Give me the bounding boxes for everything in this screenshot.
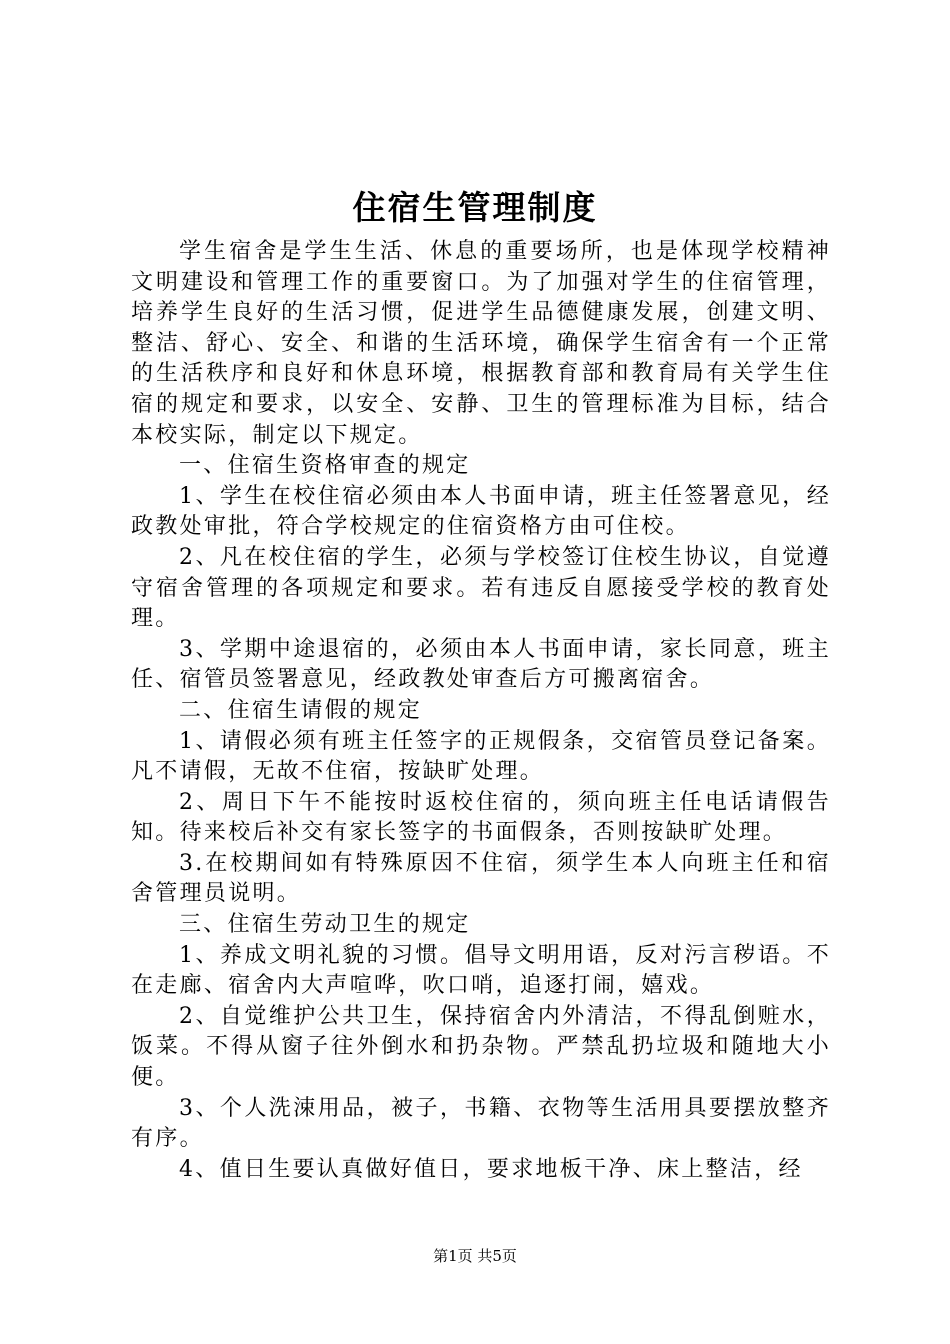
intro-paragraph: 学生宿舍是学生生活、休息的重要场所，也是体现学校精神文明建设和管理工作的重要窗口。为了加强对学生的住宿管理，培养学生良好的生活习惯，促进学生品德健康发展，创建文明、整洁、舒心、安全、和谐的生活环境，确保学生宿舍有一个正常的生活秩序和良好和休息环境，根据教育部和教育局有关学生住宿的规定和要求，以安全、安静、卫生的管理标准为目标，结合本校实际，制定以下规定。 xyxy=(131,239,831,448)
section-2-item-3: 3.在校期间如有特殊原因不住宿，须学生本人向班主任和宿舍管理员说明。 xyxy=(131,850,831,907)
document-body xyxy=(131,237,831,1185)
page-number-footer: 第1页 共5页 xyxy=(433,1247,517,1265)
section-heading-3: 三、住宿生劳动卫生的规定 xyxy=(179,912,471,938)
document-title: 住宿生管理制度 xyxy=(352,188,598,227)
section-2-item-2: 2、周日下午不能按时返校住宿的，须向班主任电话请假告知。待来校后补交有家长签字的书面假条，否则按缺旷处理。 xyxy=(131,789,831,846)
section-3-item-3: 3、个人洗涑用品，被子，书籍、衣物等生活用具要摆放整齐有序。 xyxy=(131,1095,831,1152)
section-1-item-3: 3、学期中途退宿的，必须由本人书面申请，家长同意，班主任、宿管员签署意见，经政教处审查后方可搬离宿舍。 xyxy=(131,636,831,693)
section-heading-1: 一、住宿生资格审查的规定 xyxy=(179,453,471,479)
section-3-item-4: 4、值日生要认真做好值日，要求地板干净、床上整洁，经 xyxy=(179,1156,803,1182)
section-1-item-1: 1、学生在校住宿必须由本人书面申请，班主任签署意见，经政教处审批，符合学校规定的住宿资格方由可住校。 xyxy=(131,483,831,540)
section-2-item-1: 1、请假必须有班主任签字的正规假条，交宿管员登记备案。凡不请假，无故不住宿，按缺旷处理。 xyxy=(131,728,831,785)
section-3-item-2: 2、自觉维护公共卫生，保持宿舍内外清洁，不得乱倒赃水，饭菜。不得从窗子往外倒水和扔杂物。严禁乱扔垃圾和随地大小便。 xyxy=(131,1003,831,1091)
section-3-item-1: 1、养成文明礼貌的习惯。倡导文明用语，反对污言秽语。不在走廊、宿舍内大声喧哗，吹口哨，追逐打闹，嬉戏。 xyxy=(131,942,831,999)
section-heading-2: 二、住宿生请假的规定 xyxy=(179,697,423,723)
section-1-item-2: 2、凡在校住宿的学生，必须与学校签订住校生协议，自觉遵守宿舍管理的各项规定和要求。若有违反自愿接受学校的教育处理。 xyxy=(131,544,831,632)
